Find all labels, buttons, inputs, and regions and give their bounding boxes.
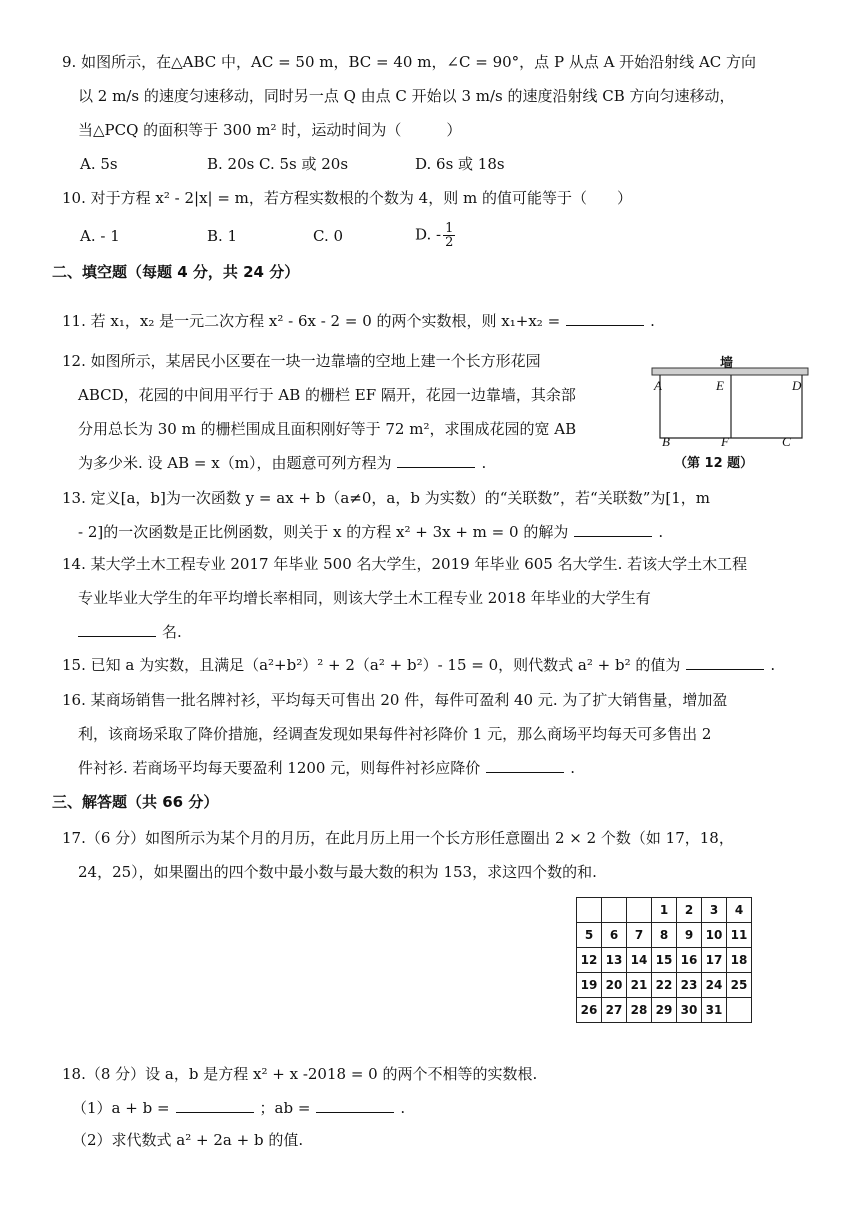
q12-line1: 12. 如图所示，某居民小区要在一块一边靠墙的空地上建一个长方形花园 bbox=[62, 352, 541, 370]
garden-figure bbox=[650, 352, 812, 470]
calendar-cell: 22 bbox=[652, 973, 677, 998]
point-c-label: C bbox=[782, 434, 791, 449]
point-b-label: B bbox=[662, 434, 670, 449]
q18-part1 bbox=[72, 1098, 405, 1118]
q14-line1: 14. 某大学土木工程专业 2017 年毕业 500 名大学生，2019 年毕业 605 名大学生. 若该大学土木工程 bbox=[62, 555, 748, 573]
calendar-cell: 11 bbox=[727, 923, 752, 948]
q18-part1-label: （1）a + b = bbox=[72, 1099, 170, 1117]
q11-answer-blank bbox=[566, 311, 644, 326]
q10-option-b: B. 1 bbox=[207, 227, 238, 245]
calendar-cell: 1 bbox=[652, 898, 677, 923]
q18-period: . bbox=[400, 1099, 406, 1117]
q10-line1: 10. 对于方程 x² - 2|x| = m，若方程实数根的个数为 4，则 m 的值可能等于（ ） bbox=[62, 189, 632, 207]
q12-text: 为多少米. 设 AB = x（m），由题意可列方程为 bbox=[78, 454, 392, 472]
calendar-cell: 5 bbox=[577, 923, 602, 948]
q17-line1: 17.（6 分）如图所示为某个月的月历，在此月历上用一个长方形任意圈出 2 × 2 个数（如 17，18， bbox=[62, 829, 734, 847]
calendar-table bbox=[576, 897, 752, 1023]
wall-label: 墙 bbox=[720, 356, 734, 371]
q14-text: 名. bbox=[162, 623, 182, 641]
q10-option-c: C. 0 bbox=[313, 227, 344, 245]
calendar-cell: 8 bbox=[652, 923, 677, 948]
calendar-cell: 29 bbox=[652, 998, 677, 1023]
calendar-cell bbox=[577, 898, 602, 923]
calendar-cell: 17 bbox=[702, 948, 727, 973]
section-solutions-heading: 三、解答题（共 66 分） bbox=[52, 793, 219, 811]
q9-option-c: C. 5s 或 20s bbox=[259, 155, 349, 173]
point-a-label: A bbox=[654, 378, 662, 393]
q16-line3 bbox=[78, 758, 575, 778]
section-fill-blank-heading: 二、填空题（每题 4 分，共 24 分） bbox=[52, 263, 300, 281]
fraction-numerator: 1 bbox=[445, 221, 454, 236]
calendar-row bbox=[577, 898, 752, 923]
q15-answer-blank bbox=[686, 655, 764, 670]
calendar-cell bbox=[627, 898, 652, 923]
q9-line1: 9. 如图所示，在△ABC 中，AC = 50 m，BC = 40 m，∠C = 90°，点 P 从点 A 开始沿射线 AC 方向 bbox=[62, 53, 757, 71]
calendar-cell: 3 bbox=[702, 898, 727, 923]
q18-product-blank bbox=[316, 1098, 394, 1113]
point-e-label: E bbox=[716, 378, 724, 393]
calendar-cell: 23 bbox=[677, 973, 702, 998]
q16-line1: 16. 某商场销售一批名牌衬衫，平均每天可售出 20 件，每件可盈利 40 元. 为了扩大销售量，增加盈 bbox=[62, 691, 728, 709]
calendar-cell: 18 bbox=[727, 948, 752, 973]
calendar-cell: 10 bbox=[702, 923, 727, 948]
calendar-cell: 15 bbox=[652, 948, 677, 973]
calendar-cell bbox=[727, 998, 752, 1023]
q13-answer-blank bbox=[574, 522, 652, 537]
q10-option-d bbox=[415, 222, 455, 249]
q15-line bbox=[62, 655, 775, 675]
q12-line3: 分用总长为 30 m 的栅栏围成且面积刚好等于 72 m²，求围成花园的宽 AB bbox=[78, 420, 577, 438]
calendar-cell: 13 bbox=[602, 948, 627, 973]
q11-period: . bbox=[650, 312, 655, 330]
fraction-denominator: 2 bbox=[445, 235, 454, 250]
q14-line3 bbox=[72, 622, 182, 642]
q10-fraction bbox=[443, 222, 455, 249]
calendar-row bbox=[577, 973, 752, 998]
q18-part2: （2）求代数式 a² + 2a + b 的值. bbox=[72, 1131, 304, 1149]
calendar-cell: 19 bbox=[577, 973, 602, 998]
q16-line2: 利，该商场采取了降价措施，经调查发现如果每件衬衫降价 1 元，那么商场平均每天可多售出 2 bbox=[78, 725, 712, 743]
q13-line1: 13. 定义[a，b]为一次函数 y = ax + b（a≠0，a，b 为实数）的“关联数”，若“关联数”为[1，m bbox=[62, 489, 710, 507]
q10-option-a: A. - 1 bbox=[80, 227, 120, 245]
calendar-row bbox=[577, 923, 752, 948]
q10-option-d-label: D. - bbox=[415, 225, 442, 244]
calendar-cell: 30 bbox=[677, 998, 702, 1023]
q14-line2: 专业毕业大学生的年平均增长率相同，则该大学土木工程专业 2018 年毕业的大学生有 bbox=[78, 589, 651, 607]
calendar-cell: 9 bbox=[677, 923, 702, 948]
q14-answer-blank bbox=[78, 622, 156, 637]
q16-answer-blank bbox=[486, 758, 564, 773]
q9-line2: 以 2 m/s 的速度匀速移动，同时另一点 Q 由点 C 开始以 3 m/s 的速度沿射线 CB 方向匀速移动， bbox=[78, 87, 735, 105]
q9-option-a: A. 5s bbox=[80, 155, 118, 173]
calendar-cell bbox=[602, 898, 627, 923]
calendar-cell: 20 bbox=[602, 973, 627, 998]
q16-period: . bbox=[570, 759, 576, 777]
q9-line3: 当△PCQ 的面积等于 300 m² 时，运动时间为（ ） bbox=[78, 121, 462, 139]
q13-period: . bbox=[658, 523, 664, 541]
q9-option-d: D. 6s 或 18s bbox=[415, 155, 505, 173]
calendar-cell: 24 bbox=[702, 973, 727, 998]
q12-answer-blank bbox=[397, 453, 475, 468]
q18-line1: 18.（8 分）设 a，b 是方程 x² + x -2018 = 0 的两个不相等的实数根. bbox=[62, 1065, 538, 1083]
calendar-cell: 25 bbox=[727, 973, 752, 998]
calendar-cell: 21 bbox=[627, 973, 652, 998]
q9-option-b: B. 20s bbox=[207, 155, 255, 173]
q16-text: 件衬衫. 若商场平均每天要盈利 1200 元，则每件衬衫应降价 bbox=[78, 759, 481, 777]
calendar-cell: 4 bbox=[727, 898, 752, 923]
calendar-cell: 16 bbox=[677, 948, 702, 973]
q12-period: . bbox=[481, 454, 487, 472]
calendar-cell: 14 bbox=[627, 948, 652, 973]
point-f-label: F bbox=[721, 434, 729, 449]
figure-caption: （第 12 题） bbox=[674, 456, 754, 471]
q12-line4 bbox=[78, 453, 486, 473]
calendar-row bbox=[577, 998, 752, 1023]
calendar-cell: 26 bbox=[577, 998, 602, 1023]
point-d-label: D bbox=[792, 378, 802, 393]
q18-part1-product-label: ；ab = bbox=[259, 1099, 311, 1117]
q13-line2 bbox=[78, 522, 663, 542]
q17-line2: 24，25），如果圈出的四个数中最小数与最大数的积为 153，求这四个数的和. bbox=[78, 863, 597, 881]
q12-line2: ABCD，花园的中间用平行于 AB 的栅栏 EF 隔开，花园一边靠墙，其余部 bbox=[78, 386, 576, 404]
q13-text: - 2]的一次函数是正比例函数，则关于 x 的方程 x² + 3x + m = 0 的解为 bbox=[78, 523, 569, 541]
calendar-cell: 27 bbox=[602, 998, 627, 1023]
calendar-cell: 12 bbox=[577, 948, 602, 973]
q15-period: . bbox=[770, 656, 776, 674]
calendar-cell: 31 bbox=[702, 998, 727, 1023]
q15-text: 15. 已知 a 为实数，且满足（a²+b²）² + 2（a² + b²）- 15 = 0，则代数式 a² + b² 的值为 bbox=[62, 656, 681, 674]
calendar-row bbox=[577, 948, 752, 973]
calendar-body bbox=[577, 898, 752, 1023]
calendar-cell: 7 bbox=[627, 923, 652, 948]
q11-line bbox=[62, 311, 655, 331]
q18-sum-blank bbox=[176, 1098, 254, 1113]
q11-text: 11. 若 x₁，x₂ 是一元二次方程 x² - 6x - 2 = 0 的两个实数根，则 x₁+x₂ = bbox=[62, 312, 561, 330]
calendar-cell: 2 bbox=[677, 898, 702, 923]
calendar-cell: 6 bbox=[602, 923, 627, 948]
calendar-cell: 28 bbox=[627, 998, 652, 1023]
